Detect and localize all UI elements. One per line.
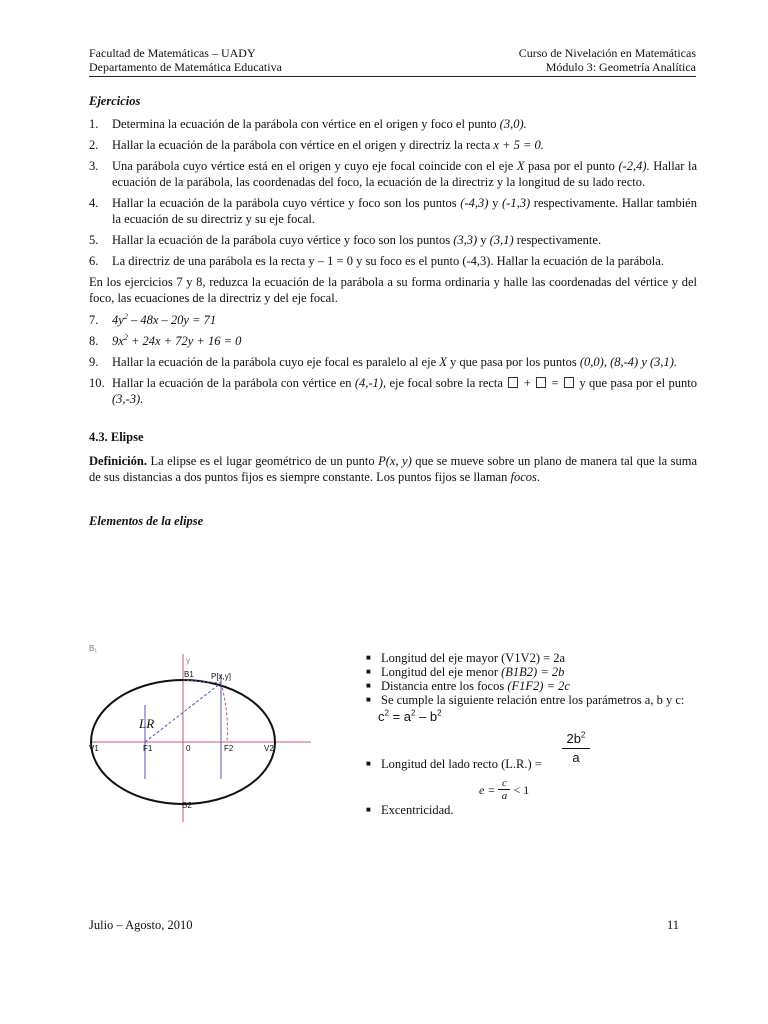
- latus-rectum-row: [366, 727, 696, 771]
- exercise-number: 10.: [89, 376, 105, 390]
- exercise-4: 4. Hallar la ecuación de la parábola cuyo vértice y foco son los puntos (-4,3) y (-1,3) respectivamente. Hallar también la ecuación de su directriz y su eje focal.: [89, 196, 697, 226]
- list-item: ■ Excentricidad.: [366, 803, 454, 817]
- exercise-number: 3.: [89, 159, 99, 173]
- exercise-2: 2. Hallar la ecuación de la parábola con vértice en el origen y directriz la recta x + 5 = 0.: [89, 138, 544, 152]
- list-item: ■ Longitud del eje menor (B1B2) = 2b: [366, 665, 565, 679]
- b1-label: B1: [184, 670, 194, 679]
- exercise-10: 10. Hallar la ecuación de la parábola con vértice en (4,-1), eje focal sobre la recta + = y que pasa por el punto (3,-3).: [89, 376, 697, 406]
- elements-title: Elementos de la elipse: [89, 514, 204, 528]
- ecc-fraction: $\frac{c}{a}$: [498, 777, 510, 802]
- module-name: Módulo 3: Geometría Analítica: [545, 60, 696, 74]
- relation-formula: $c^2 = a^2 - b^2$: [378, 708, 442, 724]
- bullet-icon: ■: [366, 667, 371, 676]
- b2-label: B2: [182, 801, 192, 810]
- instructions-7-8: En los ejercicios 7 y 8, reduzca la ecuación de la parábola a su forma ordinaria y halle las coordenadas del vértice y del foco, las ecuaciones de la directriz y del eje focal.: [89, 275, 697, 305]
- header-left: [89, 46, 282, 74]
- exercise-number: 4.: [89, 196, 99, 210]
- f2-label: F2: [224, 744, 234, 753]
- list-item: ■ Longitud del eje mayor (V1V2) = 2a: [366, 651, 566, 665]
- eccentricity-row: [366, 771, 696, 815]
- lr-fraction: [562, 730, 590, 767]
- faculty-name: Facultad de Matemáticas – UADY: [89, 46, 256, 60]
- exercise-1: 1. Determina la ecuación de la parábola con vértice en el origen y foco el punto (3,0).: [89, 117, 527, 131]
- origin-label: 0: [186, 744, 191, 753]
- main-content: [89, 93, 697, 529]
- header-right: [519, 46, 696, 74]
- exercise-9: 9. Hallar la ecuación de la parábola cuyo eje focal es paralelo al eje X y que pasa por los puntos (0,0), (8,-4) y (3,1).: [89, 355, 678, 369]
- exercise-number: 1.: [89, 117, 99, 131]
- point-p-label: P[x,y]: [211, 672, 232, 681]
- department-name: Departamento de Matemática Educativa: [89, 60, 282, 74]
- ellipse-diagram: [89, 642, 319, 822]
- exercises-title: Ejercicios: [89, 94, 141, 108]
- exercise-3: 3. Una parábola cuyo vértice está en el origen y cuyo eje focal coincide con el eje X pasa por el punto (-2,4). Hallar la ecuación de la parábola, las coordenadas del foco, la ecuación de la directriz y la longitud de su lado recto.: [89, 159, 698, 189]
- list-item: ■ Se cumple la siguiente relación entre los parámetros a, b y c:: [366, 693, 685, 707]
- missing-glyph-box: [508, 377, 518, 388]
- corner-label: B₁: [89, 644, 98, 653]
- v1-label: V1: [89, 744, 99, 753]
- y-axis-label: y: [186, 656, 190, 665]
- lr-numerator: $2b^2$: [562, 730, 590, 749]
- exercise-number: 6.: [89, 254, 99, 268]
- bullet-icon: ■: [366, 695, 371, 704]
- bullet-icon: ■: [366, 653, 371, 662]
- ellipse-definition: Definición. La elipse es el lugar geométrico de un punto P(x, y) que se mueve sobre un plano de manera tal que la suma de sus distancias a dos puntos fijos es siempre constante. Los puntos fijos se llaman focos.: [89, 454, 697, 484]
- exercise-number: 2.: [89, 138, 99, 152]
- header-divider: [89, 76, 696, 77]
- exercise-8: 8. $9x^2 + 24x + 72y + 16 = 0$: [89, 332, 242, 348]
- eccentricity-formula: e = $\frac{c}{a}$ < 1: [479, 777, 530, 802]
- definition-label: Definición.: [89, 454, 147, 468]
- section-title: 4.3. Elipse: [89, 430, 144, 444]
- page-number: 11: [667, 918, 680, 932]
- f1-label: F1: [143, 744, 153, 753]
- exercise-number: 7.: [89, 313, 99, 327]
- ellipse-elements-list: [366, 651, 696, 815]
- exercise-number: 8.: [89, 334, 99, 348]
- focal-radius-2: [221, 683, 227, 742]
- exercise-5: 5. Hallar la ecuación de la parábola cuyo vértice y foco son los puntos (3,3) y (3,1) respectivamente.: [89, 233, 602, 247]
- footer-date: Julio – Agosto, 2010: [89, 918, 193, 932]
- bullet-icon: ■: [366, 759, 371, 768]
- exercise-7: 7. $4y^2 - 48x - 20y = 71$: [89, 311, 217, 327]
- list-item: ■ Longitud del lado recto (L.R.) =: [366, 757, 542, 771]
- exercise-number: 5.: [89, 233, 99, 247]
- exercise-6: 6. La directriz de una parábola es la recta y – 1 = 0 y su foco es el punto (-4,3). Hallar la ecuación de la parábola.: [89, 254, 664, 268]
- lr-denominator: a: [572, 750, 580, 765]
- v2-label: V2: [264, 744, 274, 753]
- bullet-icon: ■: [366, 681, 371, 690]
- exercise-number: 9.: [89, 355, 99, 369]
- list-item: ■ Distancia entre los focos (F1F2) = 2c: [366, 679, 570, 693]
- lr-label: LR: [139, 716, 155, 731]
- bullet-icon: ■: [366, 805, 371, 814]
- missing-glyph-box: [536, 377, 546, 388]
- missing-glyph-box: [564, 377, 574, 388]
- course-name: Curso de Nivelación en Matemáticas: [518, 46, 696, 60]
